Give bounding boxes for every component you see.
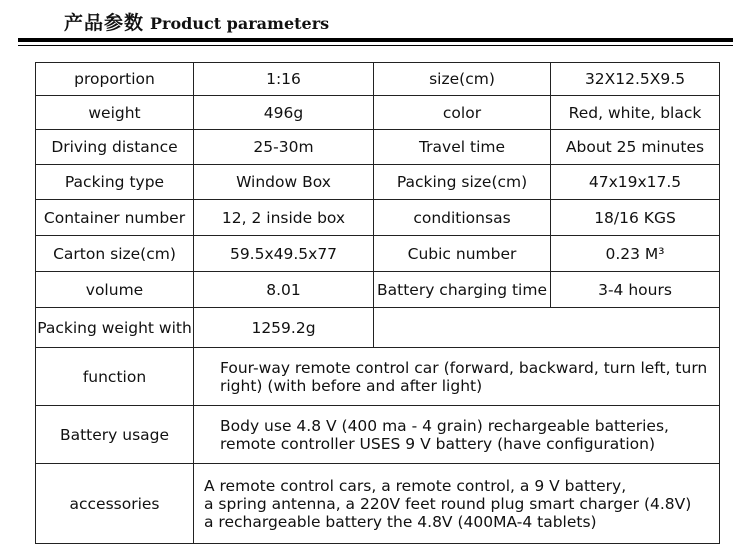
header-title-chinese: 产品参数	[64, 12, 145, 34]
param-value: 8.01	[194, 272, 374, 308]
param-label: Carton size(cm)	[36, 236, 194, 272]
param-label: size(cm)	[374, 63, 551, 96]
table-row	[36, 406, 720, 464]
param-value: 0.23 M³	[551, 236, 720, 272]
param-label: Container number	[36, 200, 194, 236]
header-title-english: Product parameters	[150, 14, 330, 33]
param-value: 25-30m	[194, 130, 374, 165]
param-value: About 25 minutes	[551, 130, 720, 165]
param-label: Driving distance	[36, 130, 194, 165]
param-value: 12, 2 inside box	[194, 200, 374, 236]
table-row	[36, 165, 720, 200]
param-label: Battery charging time	[374, 272, 551, 308]
param-value: Window Box	[194, 165, 374, 200]
param-label: Travel time	[374, 130, 551, 165]
table-row	[36, 348, 720, 406]
param-value: 1259.2g	[194, 308, 374, 348]
param-label: Battery usage	[36, 406, 194, 464]
table-row	[36, 130, 720, 165]
param-value: Red, white, black	[551, 96, 720, 130]
table-row	[36, 272, 720, 308]
param-value: 496g	[194, 96, 374, 130]
table-row	[36, 308, 720, 348]
param-value: 47x19x17.5	[551, 165, 720, 200]
param-label: Packing weight with	[36, 308, 194, 348]
table-row	[36, 96, 720, 130]
param-value: 32X12.5X9.5	[551, 63, 720, 96]
accessories-line: a spring antenna, a 220V feet round plug smart charger (4.8V)	[204, 494, 692, 513]
accessories-line: a rechargeable battery the 4.8V (400MA-4 tablets)	[204, 512, 597, 531]
header-rule-thin	[18, 45, 733, 46]
empty-cell	[374, 308, 720, 348]
battery-usage-description: Body use 4.8 V (400 ma - 4 grain) rechargeable batteries, remote controller USES 9 V battery (have configuration)	[194, 406, 720, 464]
param-value: 3-4 hours	[551, 272, 720, 308]
param-label: proportion	[36, 63, 194, 96]
param-label: Cubic number	[374, 236, 551, 272]
param-label: color	[374, 96, 551, 130]
accessories-line: A remote control cars, a remote control, a 9 V battery,	[204, 476, 627, 495]
param-label: Packing type	[36, 165, 194, 200]
param-value: 1:16	[194, 63, 374, 96]
param-label: conditionsas	[374, 200, 551, 236]
table-row	[36, 200, 720, 236]
accessories-description	[194, 464, 720, 544]
param-label: accessories	[36, 464, 194, 544]
table-row	[36, 236, 720, 272]
param-label: weight	[36, 96, 194, 130]
param-label: Packing size(cm)	[374, 165, 551, 200]
function-description: Four-way remote control car (forward, backward, turn left, turn right) (with before and after light)	[194, 348, 720, 406]
page-header	[64, 8, 329, 38]
product-parameters-table	[35, 62, 720, 544]
param-value: 59.5x49.5x77	[194, 236, 374, 272]
table-row	[36, 464, 720, 544]
table-row	[36, 63, 720, 96]
param-value: 18/16 KGS	[551, 200, 720, 236]
param-label: function	[36, 348, 194, 406]
param-label: volume	[36, 272, 194, 308]
header-rule-thick	[18, 38, 733, 42]
